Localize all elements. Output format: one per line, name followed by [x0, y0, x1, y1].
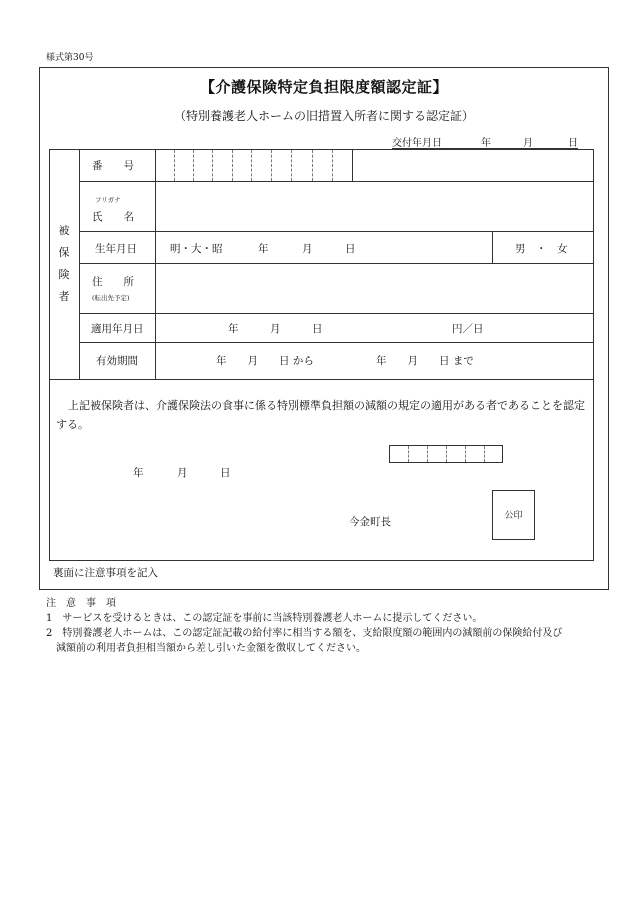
valid-period-label: 有効期間	[96, 355, 138, 367]
back-note: 裏面に注意事項を記入	[53, 567, 158, 579]
name-label: 氏 名	[92, 211, 134, 223]
birth-year: 年	[258, 243, 269, 255]
insured-vertical-label	[57, 220, 71, 308]
issue-day: 日	[568, 138, 578, 149]
apply-date-label: 適用年月日	[91, 323, 144, 335]
table-bottom-line	[49, 379, 593, 380]
column-divider	[155, 149, 156, 379]
birth-eras: 明・大・昭	[170, 243, 223, 255]
per-day-amount: 円／日	[452, 323, 484, 335]
row-divider	[79, 313, 593, 314]
note-item: 1 サービスを受けるときは、この認定証を事前に当該特別養護老人ホームに提示してください。	[46, 613, 483, 624]
address-sub-label: (転出先予定)	[92, 294, 130, 302]
box-divider	[408, 446, 409, 462]
number-label: 番 号	[92, 160, 134, 172]
apply-month: 月	[270, 323, 281, 335]
sex-field: 男 ・ 女	[515, 243, 568, 255]
cert-year: 年	[133, 467, 144, 479]
address-label: 住 所	[92, 276, 134, 288]
number-digit-divider	[271, 150, 272, 181]
official-seal-box: 公印	[492, 490, 535, 540]
column-divider	[352, 149, 353, 181]
vertical-char: 者	[58, 290, 70, 303]
row-divider	[79, 263, 593, 264]
number-digit-divider	[251, 150, 252, 181]
row-divider	[79, 342, 593, 343]
valid-to: 年 月 日 まで	[376, 355, 474, 367]
issue-year: 年	[481, 138, 491, 149]
certificate-subtitle: （特別養護老人ホームの旧措置入所者に関する認定証）	[173, 109, 474, 123]
box-divider	[446, 446, 447, 462]
number-digit-divider	[174, 150, 175, 181]
birth-day: 日	[345, 243, 356, 255]
box-divider	[427, 446, 428, 462]
number-digit-divider	[312, 150, 313, 181]
number-digit-divider	[232, 150, 233, 181]
number-digit-divider	[212, 150, 213, 181]
number-digit-divider	[193, 150, 194, 181]
number-digit-divider	[291, 150, 292, 181]
note-item: 2 特別養護老人ホームは、この認定証記載の給付率に相当する額を、支給限度額の範囲内の減額前の保険給付及び	[46, 628, 563, 639]
mayor-name: 今金町長	[349, 516, 391, 528]
cert-day: 日	[220, 467, 231, 479]
column-divider	[79, 149, 80, 379]
notes-heading: 注 意 事 項	[46, 598, 116, 609]
furigana-label: フリガナ	[95, 196, 121, 204]
issue-date-label: 交付年月日	[392, 138, 442, 149]
issue-date-line	[392, 134, 578, 149]
cert-month: 月	[177, 467, 188, 479]
vertical-char: 保	[58, 246, 70, 259]
apply-year: 年	[228, 323, 239, 335]
issue-month: 月	[523, 138, 533, 149]
number-digit-divider	[332, 150, 333, 181]
certification-text: 上記被保険者は、介護保険法の食事に係る特別標準負担額の減額の規定の適用がある者であることを認定する。	[56, 399, 585, 431]
apply-day: 日	[312, 323, 323, 335]
certificate-title: 【介護保険特定負担限度額認定証】	[199, 78, 448, 96]
column-divider	[492, 231, 493, 263]
birth-label: 生年月日	[95, 243, 137, 255]
birth-month: 月	[302, 243, 313, 255]
box-divider	[465, 446, 466, 462]
vertical-char: 険	[58, 268, 70, 281]
vertical-char: 被	[58, 224, 70, 237]
note-item: 減額前の利用者負担相当額から差し引いた金額を徴収してください。	[46, 643, 366, 654]
box-divider	[484, 446, 485, 462]
valid-from: 年 月 日 から	[216, 355, 314, 367]
row-divider	[79, 181, 593, 182]
form-number: 様式第30号	[46, 53, 94, 63]
row-divider	[79, 231, 593, 232]
